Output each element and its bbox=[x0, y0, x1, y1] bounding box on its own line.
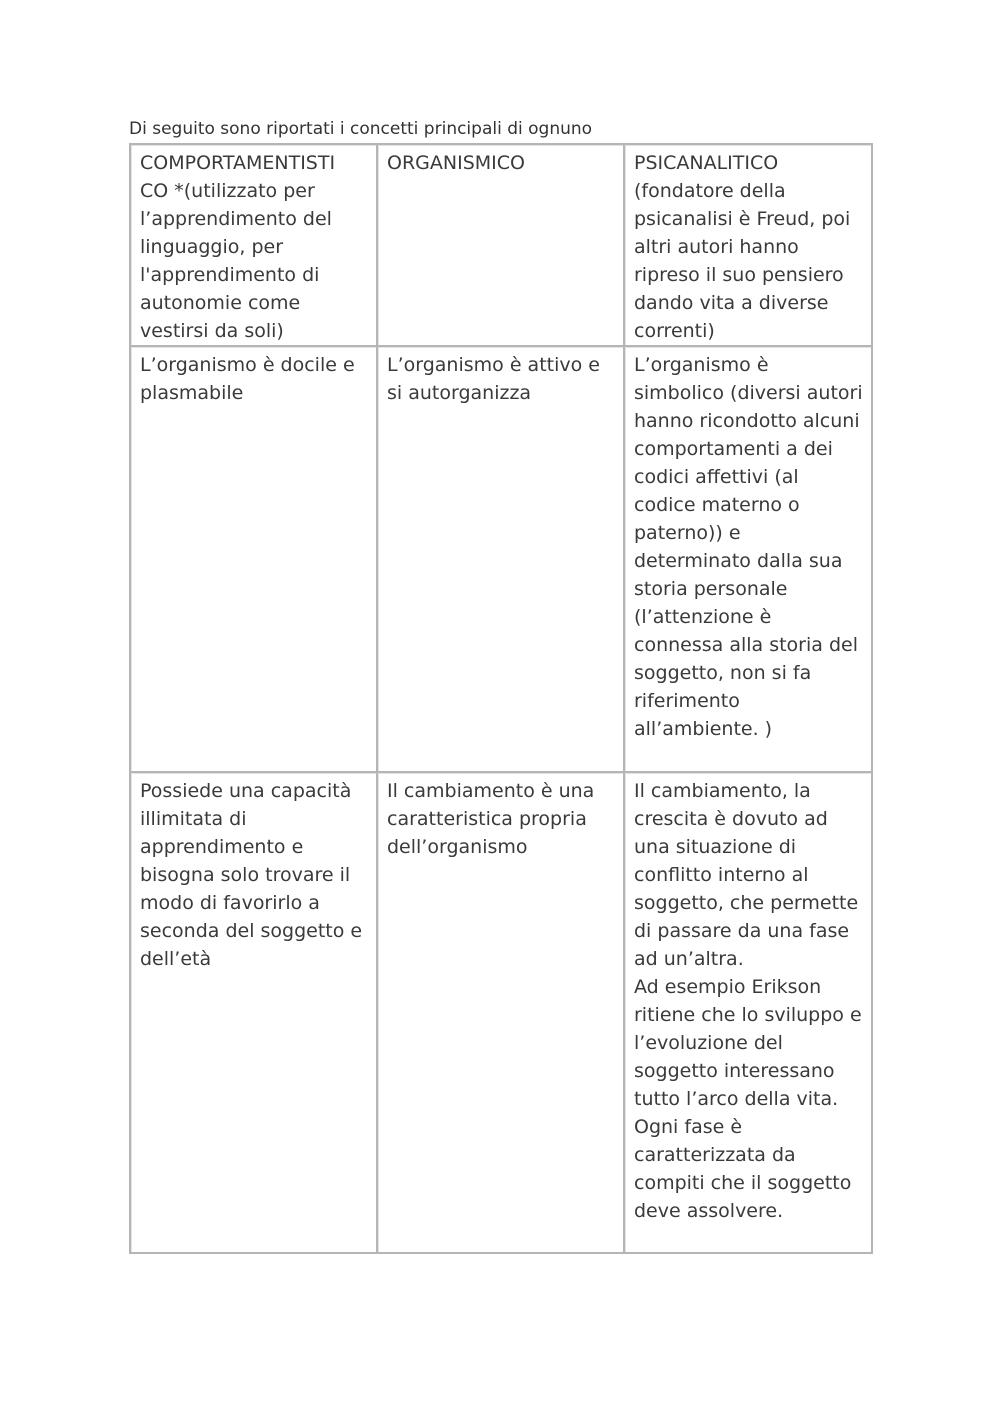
table-cell: Possiede una capacità illimitata di apprendimento e bisogna solo trovare il modo di favorirlo a seconda del soggetto e dell’età bbox=[131, 773, 378, 1254]
table-cell: L’organismo è attivo e si autorganizza bbox=[378, 347, 625, 773]
table-cell-organismico-header: ORGANISMICO bbox=[378, 145, 625, 347]
table-cell: Il cambiamento è una caratteristica propria dell’organismo bbox=[378, 773, 625, 1254]
table-cell: Il cambiamento, la crescita è dovuto ad una situazione di conflitto interno al soggetto, che permette di passare da una fase ad un’altra. Ad esempio Erikson ritiene che lo sviluppo e l’evoluzione del soggetto interessano tutto l’arco della vita. Ogni fase è caratterizzata da compiti che il soggetto deve assolvere. bbox=[625, 773, 873, 1254]
concepts-table bbox=[129, 143, 873, 1254]
table-cell: L’organismo è simbolico (diversi autori hanno ricondotto alcuni comportamenti a dei codici affettivi (al codice materno o paterno)) e determinato dalla sua storia personale (l’attenzione è connessa alla storia del soggetto, non si fa riferimento all’ambiente. ) bbox=[625, 347, 873, 773]
table-row bbox=[131, 347, 873, 773]
table-row bbox=[131, 145, 873, 347]
table-cell: L’organismo è docile e plasmabile bbox=[131, 347, 378, 773]
table-row bbox=[131, 773, 873, 1254]
intro-text: Di seguito sono riportati i concetti principali di ognuno bbox=[129, 119, 593, 139]
table-cell-comportamentistico-header: COMPORTAMENTISTI CO *(utilizzato per l’apprendimento del linguaggio, per l'apprendimento di autonomie come vestirsi da soli) bbox=[131, 145, 378, 347]
table-cell-psicanalitico-header: PSICANALITICO (fondatore della psicanalisi è Freud, poi altri autori hanno ripreso il suo pensiero dando vita a diverse correnti) bbox=[625, 145, 873, 347]
